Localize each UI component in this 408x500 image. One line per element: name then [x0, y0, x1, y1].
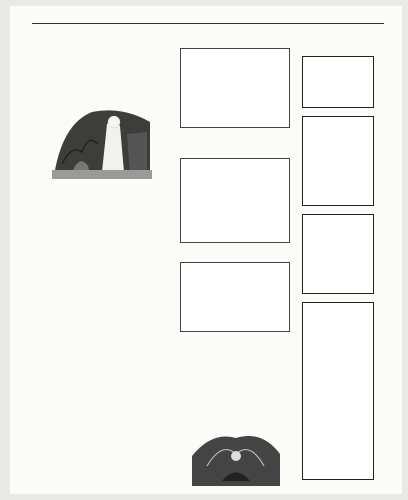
newspaper-page [10, 6, 402, 494]
ad-ricks [302, 116, 374, 206]
header-rule [32, 23, 384, 24]
cover-box [180, 158, 290, 243]
note-box [180, 262, 290, 332]
intro-box [180, 48, 290, 128]
angels-illustration [192, 426, 280, 486]
christ-child-illustration [52, 104, 152, 179]
ad-merry-xmas [302, 56, 374, 108]
page-header [32, 14, 384, 23]
ad-long-johns [302, 302, 374, 480]
ad-motor-supply [302, 214, 374, 294]
